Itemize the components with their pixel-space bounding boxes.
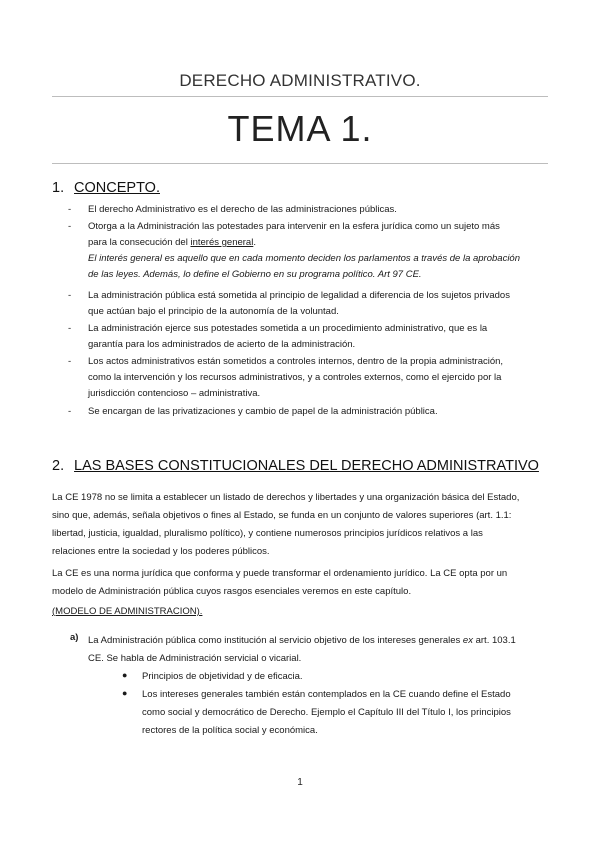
page-number: 1 (297, 777, 303, 788)
header-divider (52, 96, 548, 97)
list-item-line: El derecho Administrativo es el derecho de las administraciones públicas. (88, 204, 397, 215)
alpha-marker: a) (70, 632, 79, 643)
dash-marker: - (68, 204, 72, 215)
line-text: para la consecución del (88, 237, 191, 248)
title-divider (52, 163, 548, 164)
list-item-line: jurisdicción contencioso – administrativa. (88, 388, 261, 399)
paragraph-line: sino que, además, señala objetivos o fines al Estado, se funda en un conjunto de valores superiores (art. 1.1: (52, 510, 512, 521)
list-item-line: Se encargan de las privatizaciones y cambio de papel de la administración pública. (88, 406, 438, 417)
interes-general-term: interés general (190, 237, 254, 248)
section-2-paragraph-2 (52, 565, 557, 601)
line-text: art. 103.1 (472, 635, 516, 646)
alpha-item-line (88, 632, 558, 650)
document-header-title: DERECHO ADMINISTRATIVO. (179, 71, 421, 90)
bullet-item (142, 686, 562, 740)
section-1-heading (52, 180, 160, 196)
bullet-item-line: rectores de la política social y económica. (142, 725, 318, 736)
list-item-line (88, 235, 558, 251)
paragraph-line: La CE es una norma jurídica que conforma y puede transformar el ordenamiento jurídico. La CE opta por un (52, 568, 508, 579)
paragraph-line: libertad, justicia, igualdad, pluralismo político), y contiene numerosos principios jurídicos relativos a las (52, 528, 483, 539)
line-text: . (253, 237, 256, 248)
dash-marker: - (68, 323, 72, 334)
list-item-line: como la intervención y los recursos administrativos, y a controles externos, como el ejercido por la (88, 372, 502, 383)
dash-marker: - (68, 356, 72, 367)
bullet-item-line: Principios de objetividad y de eficacia. (142, 671, 303, 682)
section-2-title: LAS BASES CONSTITUCIONALES DEL DERECHO ADMINISTRATIVO (74, 458, 539, 474)
section-2-number: 2. (52, 458, 65, 474)
list-item-line: La administración ejerce sus potestades sometida a un procedimiento administrativo, que es la (88, 323, 488, 334)
italic-note-line: El interés general es aquello que en cada momento deciden los parlamentos a través de la aprobación (88, 253, 520, 264)
section-1-title: CONCEPTO. (74, 180, 160, 196)
section-2-heading (52, 458, 539, 474)
bullet-item (142, 668, 562, 686)
paragraph-line: modelo de Administración pública cuyos rasgos esenciales veremos en este capítulo. (52, 586, 412, 597)
dash-marker: - (68, 221, 72, 232)
list-item-line: garantía para los administrados de acierto de la administración. (88, 339, 356, 350)
section-1-number: 1. (52, 180, 65, 196)
paragraph-line: relaciones entre la sociedad y los poderes públicos. (52, 546, 270, 557)
ex-term: ex (462, 635, 473, 646)
section-2-paragraph-1 (52, 489, 557, 561)
bullet-icon: ● (122, 688, 128, 698)
alpha-item (88, 632, 558, 668)
model-subheading: (MODELO DE ADMINISTRACION). (52, 606, 203, 617)
alpha-item-line: CE. Se habla de Administración servicial o vicarial. (88, 653, 302, 664)
line-text: La Administración pública como institución al servicio objetivo de los intereses generales (88, 635, 463, 646)
bullet-item-line: Los intereses generales también están contemplados en la CE cuando define el Estado (142, 689, 511, 700)
bullet-icon: ● (122, 670, 128, 680)
dash-marker: - (68, 290, 72, 301)
bullet-item-line: como social y democrático de Derecho. Ejemplo el Capítulo III del Título I, los principios (142, 707, 511, 718)
dash-marker: - (68, 406, 72, 417)
italic-note-line: de las leyes. Además, lo define el Gobierno en su programa político. Art 97 CE. (88, 269, 422, 280)
paragraph-line: La CE 1978 no se limita a establecer un listado de derechos y libertades y una organización básica del Estado, (52, 492, 520, 503)
list-item-line: que actúan bajo el principio de la autonomía de la voluntad. (88, 306, 339, 317)
list-item-line: Los actos administrativos están sometidos a controles internos, dentro de la propia administración, (88, 356, 504, 367)
list-item-line: Otorga a la Administración las potestades para intervenir en la esfera jurídica como un sujeto más (88, 221, 500, 232)
page-title: TEMA 1. (227, 108, 373, 149)
list-item-line: La administración pública está sometida al principio de legalidad a diferencia de los sujetos privados (88, 290, 510, 301)
